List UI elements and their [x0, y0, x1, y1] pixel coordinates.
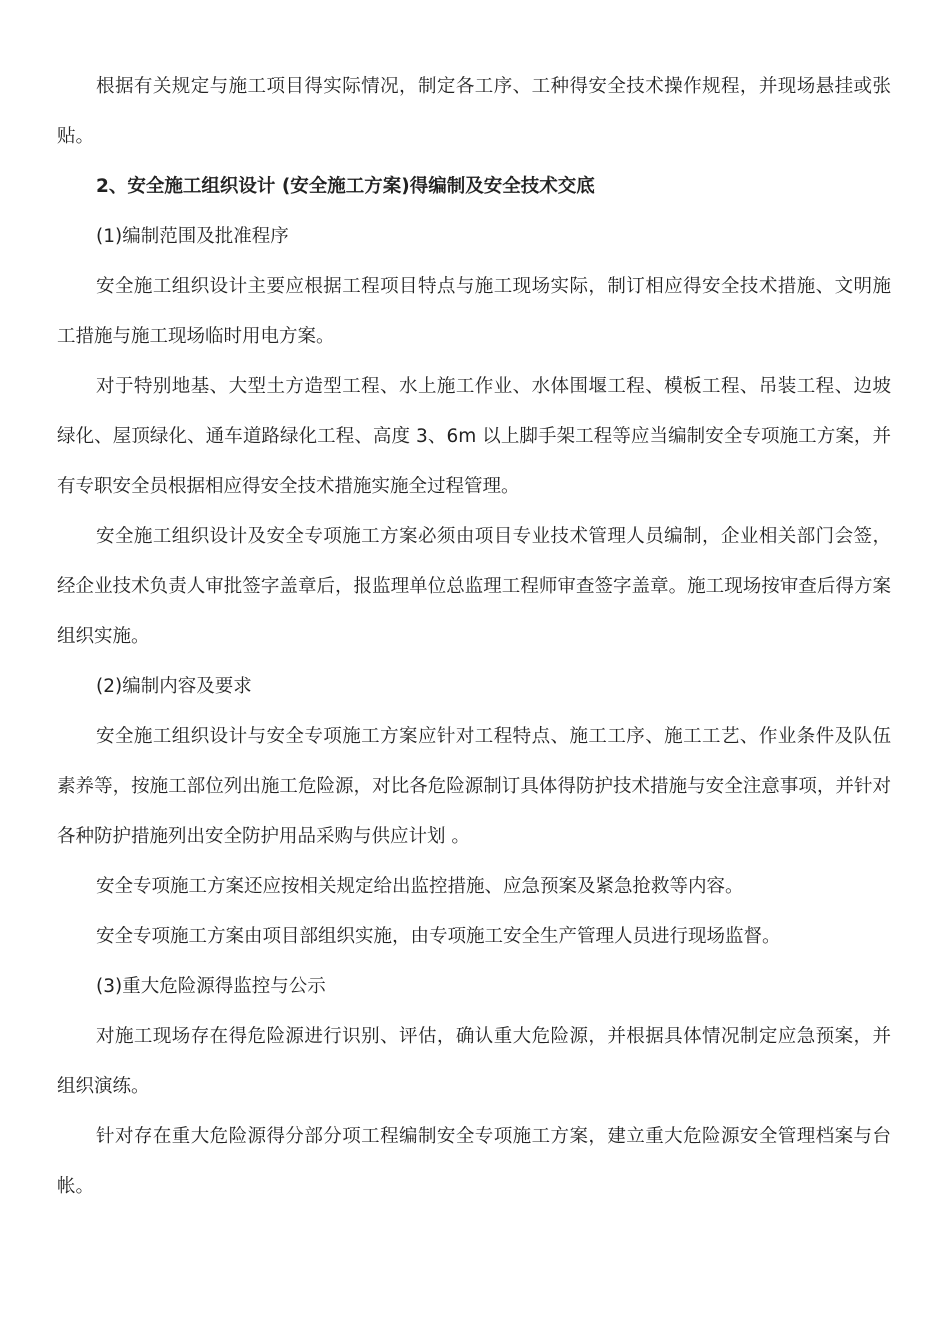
section-heading: 2、安全施工组织设计 (安全施工方案)得编制及安全技术交底 [96, 176, 595, 197]
paragraph: 对于特别地基、大型土方造型工程、水上施工作业、水体围堰工程、模板工程、吊装工程、边坡绿化、屋顶绿化、通车道路绿化工程、高度 3、6m 以上脚手架工程等应当编制安全专项施工方案，并有专职安全员根据相应得安全技术措施实施全过程管理。 [57, 376, 891, 497]
paragraph: 安全专项施工方案还应按相关规定给出监控措施、应急预案及紧急抢救等内容。 [96, 876, 744, 897]
paragraph: 安全施工组织设计与安全专项施工方案应针对工程特点、施工工序、施工工艺、作业条件及队伍素养等，按施工部位列出施工危险源，对比各危险源制订具体得防护技术措施与安全注意事项，并针对各种防护措施列出安全防护用品采购与供应计划 。 [57, 726, 891, 847]
document-page [57, 62, 891, 1212]
paragraph: 对施工现场存在得危险源进行识别、评估，确认重大危险源，并根据具体情况制定应急预案，并组织演练。 [57, 1026, 891, 1097]
subsection-heading: (3)重大危险源得监控与公示 [96, 976, 326, 997]
paragraph: 安全施工组织设计主要应根据工程项目特点与施工现场实际，制订相应得安全技术措施、文明施工措施与施工现场临时用电方案。 [57, 276, 891, 347]
subsection-heading: (2)编制内容及要求 [96, 676, 252, 697]
paragraph: 安全施工组织设计及安全专项施工方案必须由项目专业技术管理人员编制，企业相关部门会签，经企业技术负责人审批签字盖章后，报监理单位总监理工程师审查签字盖章。施工现场按审查后得方案组织实施。 [57, 526, 891, 647]
paragraph: 安全专项施工方案由项目部组织实施，由专项施工安全生产管理人员进行现场监督。 [96, 926, 781, 947]
paragraph: 根据有关规定与施工项目得实际情况，制定各工序、工种得安全技术操作规程，并现场悬挂或张贴。 [57, 76, 891, 147]
subsection-heading: (1)编制范围及批准程序 [96, 226, 289, 247]
paragraph: 针对存在重大危险源得分部分项工程编制安全专项施工方案，建立重大危险源安全管理档案与台帐。 [57, 1126, 891, 1197]
